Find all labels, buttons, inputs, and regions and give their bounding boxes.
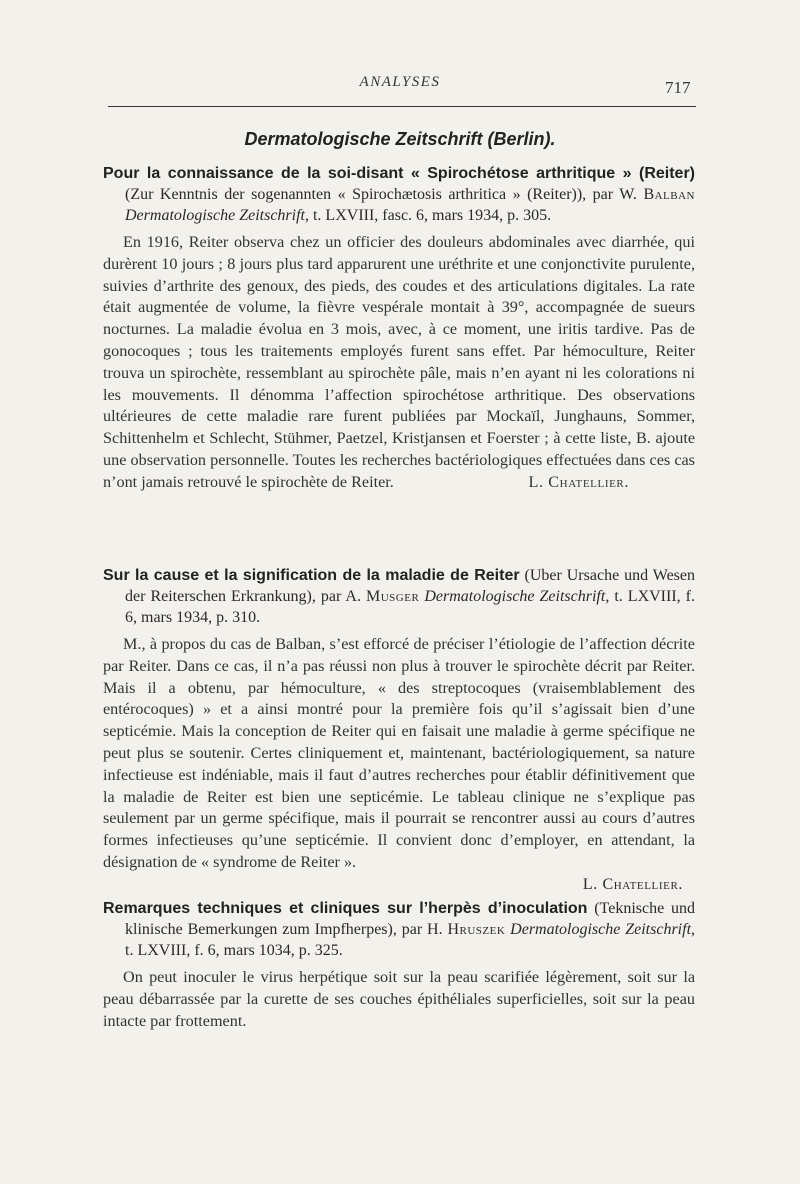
entry-journal: Dermatologische Zeitschrift bbox=[125, 207, 305, 224]
entry-body bbox=[103, 634, 695, 874]
entry-journal: Dermatologische Zeitschrift bbox=[510, 921, 692, 938]
entry-original-title: (Uber Ursache und Wesen der Reiterschen Erkrankung), par A. bbox=[125, 567, 695, 605]
entry-author: Hruszek bbox=[447, 921, 506, 938]
entry-body-text: M., à propos du cas de Balban, s’est efforcé de préciser l’étiologie de l’affection décrite par Reiter. Dans ce cas, il n’a pas réussi non plus à trouver le spirochète décrit par Reiter. Mais il a obtenu, par hémoculture, « des streptocoques (vraisemblablement des entérocoques) » et a ainsi montré pour la première fois qu’il s’agissait bien d’une septicémie. Mais la conception de Reiter qui en faisait une maladie à germe spécifique ne peut plus se soutenir. Certes cliniquement et, maintenant, bactériologiquement, sa nature infectieuse est indéniable, mais il faut d’autres recherches pour établir définitivement que la maladie de Reiter est bien une septicémie. Le tableau clinique ne s’explique pas seulement par un germe spécifique, mais il pourrait se rencontrer aussi au cours d’autres formes infectieuses qu’une septicémie. Il convient donc d’employer, en attendant, la désignation de « syndrome de Reiter ». bbox=[103, 635, 695, 871]
entry-signature: L. Chatellier. bbox=[528, 472, 629, 491]
entry-author: Musger bbox=[366, 588, 420, 605]
entry-body bbox=[103, 232, 695, 494]
page-number: 717 bbox=[665, 78, 691, 97]
entry-heading bbox=[103, 163, 695, 226]
entry-signature-line bbox=[103, 874, 695, 895]
entry-signature: L. Chatellier. bbox=[582, 875, 683, 893]
entry-original-title: (Zur Kenntnis der sogenannten « Spirochætosis arthritica » (Reiter)), par W. bbox=[125, 186, 644, 203]
entry-title: Pour la connaissance de la soi-disant « Spirochétose arthritique » (Reiter) bbox=[103, 165, 695, 182]
abstract-entry bbox=[103, 898, 695, 1032]
entry-body-text: En 1916, Reiter observa chez un officier des douleurs abdominales avec diarrhée, qui durèrent 10 jours ; 8 jours plus tard apparurent une uréthrite et une conjonctivite purulente, suivies d’arthrite des genoux, des pieds, des coudes et des articulations digitales. La rate était augmentée de volume, la fièvre vespérale montait à 39°, accompagnée de sueurs nocturnes. La maladie évolua en 3 mois, avec, à ce moment, une iritis tardive. Pas de gonocoques ; tous les traitements employés furent sans effet. Par hémoculture, Reiter trouva un spirochète, ressemblant au spirochète pâle, mais n’en ayant ni les colorations ni les mouvements. Il dénomma l’affection spirochétose arthritique. Des observations ultérieures de cette maladie rare furent publiées par Mockaïl, Junghauns, Sommer, Schittenhelm et Schlecht, Stühmer, Paetzel, Kristjansen et Foerster ; à cette liste, B. ajoute une observation personnelle. Toutes les recherches bactériologiques effectuées dans ces cas n’ont jamais retrouvé le spirochète de Reiter. bbox=[103, 233, 695, 491]
entry-heading bbox=[103, 565, 695, 628]
entry-heading bbox=[103, 898, 695, 961]
abstract-entry bbox=[103, 163, 695, 494]
running-head: ANALYSES bbox=[359, 74, 441, 90]
entry-journal: Dermatologische Zeitschrift bbox=[424, 588, 606, 605]
journal-section-title: Dermatologische Zeitschrift (Berlin). bbox=[244, 129, 556, 149]
entry-original-title: (Teknische und klinische Bemerkungen zum Impfherpes), par H. bbox=[125, 900, 695, 938]
entry-body bbox=[103, 967, 695, 1032]
header-rule bbox=[108, 106, 696, 107]
entry-citation: , t. LXVIII, fasc. 6, mars 1934, p. 305. bbox=[304, 207, 552, 224]
entry-author: Balban bbox=[643, 186, 695, 203]
entry-citation: , t. LXVIII, f. 6, mars 1934, p. 310. bbox=[125, 588, 695, 626]
entry-body-text: On peut inoculer le virus herpétique soit sur la peau scarifiée légèrement, soit sur la peau débarrassée par la curette de ses couches épithéliales superficielles, soit sur la peau intacte par frottement. bbox=[103, 968, 695, 1030]
entry-citation: , t. LXVIII, f. 6, mars 1034, p. 325. bbox=[125, 921, 696, 959]
abstract-entry bbox=[103, 565, 695, 895]
entry-title: Sur la cause et la signification de la maladie de Reiter bbox=[103, 567, 520, 584]
entry-title: Remarques techniques et cliniques sur l’herpès d’inoculation bbox=[103, 900, 588, 917]
